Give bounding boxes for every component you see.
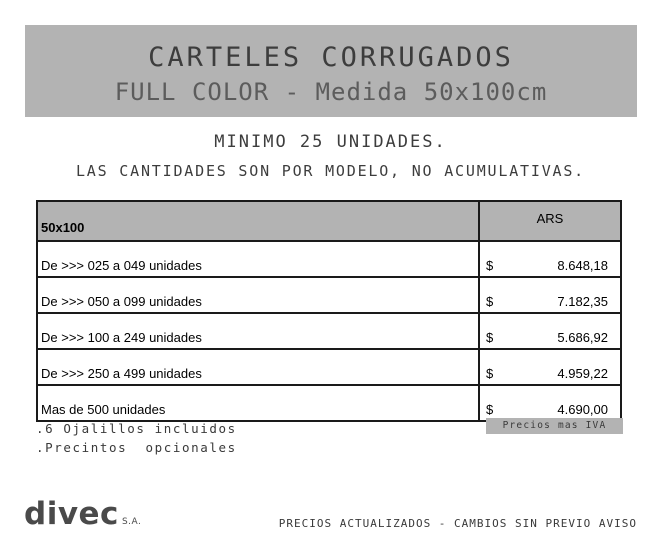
brand-logo [24, 496, 141, 532]
quantity-range: De >>> 100 a 249 unidades [37, 313, 479, 349]
currency-symbol: $ [486, 330, 494, 345]
table-row [37, 241, 621, 277]
size-header: 50x100 [37, 201, 479, 241]
table-row [37, 349, 621, 385]
eyelets-note: .6 Ojalillos incluidos [36, 421, 237, 436]
table-row [37, 313, 621, 349]
minimum-notice: MINIMO 25 UNIDADES. [214, 132, 447, 152]
price-cell [479, 277, 621, 313]
table-header-row [37, 201, 621, 241]
page-subtitle: FULL COLOR - Medida 50x100cm [114, 78, 548, 106]
quantities-notice: LAS CANTIDADES SON POR MODELO, NO ACUMULATIVAS. [75, 162, 586, 180]
currency-symbol: $ [486, 402, 494, 417]
price-value: 4.959,22 [557, 366, 608, 381]
quantity-range: De >>> 050 a 099 unidades [37, 277, 479, 313]
currency-symbol: $ [486, 366, 494, 381]
brand-name: divec [24, 496, 119, 532]
price-cell [479, 313, 621, 349]
price-value: 7.182,35 [557, 294, 608, 309]
footer-disclaimer: PRECIOS ACTUALIZADOS - CAMBIOS SIN PREVIO AVISO [278, 517, 637, 530]
currency-symbol: $ [486, 294, 494, 309]
price-value: 4.690,00 [557, 402, 608, 417]
quantity-range: De >>> 250 a 499 unidades [37, 349, 479, 385]
table-row [37, 385, 621, 421]
seals-note: .Precintos opcionales [36, 440, 237, 455]
iva-badge: Precios mas IVA [486, 418, 623, 434]
currency-header: ARS [479, 201, 621, 241]
price-cell [479, 349, 621, 385]
table-row [37, 277, 621, 313]
price-cell [479, 241, 621, 277]
quantity-range: De >>> 025 a 049 unidades [37, 241, 479, 277]
page-title: CARTELES CORRUGADOS [148, 42, 514, 73]
included-notes [36, 419, 237, 457]
header-band [25, 25, 637, 117]
price-table [36, 200, 622, 422]
currency-symbol: $ [486, 258, 494, 273]
quantity-range: Mas de 500 unidades [37, 385, 479, 421]
price-value: 8.648,18 [557, 258, 608, 273]
price-cell [479, 385, 621, 421]
price-value: 5.686,92 [557, 330, 608, 345]
brand-suffix: S.A. [121, 517, 142, 527]
